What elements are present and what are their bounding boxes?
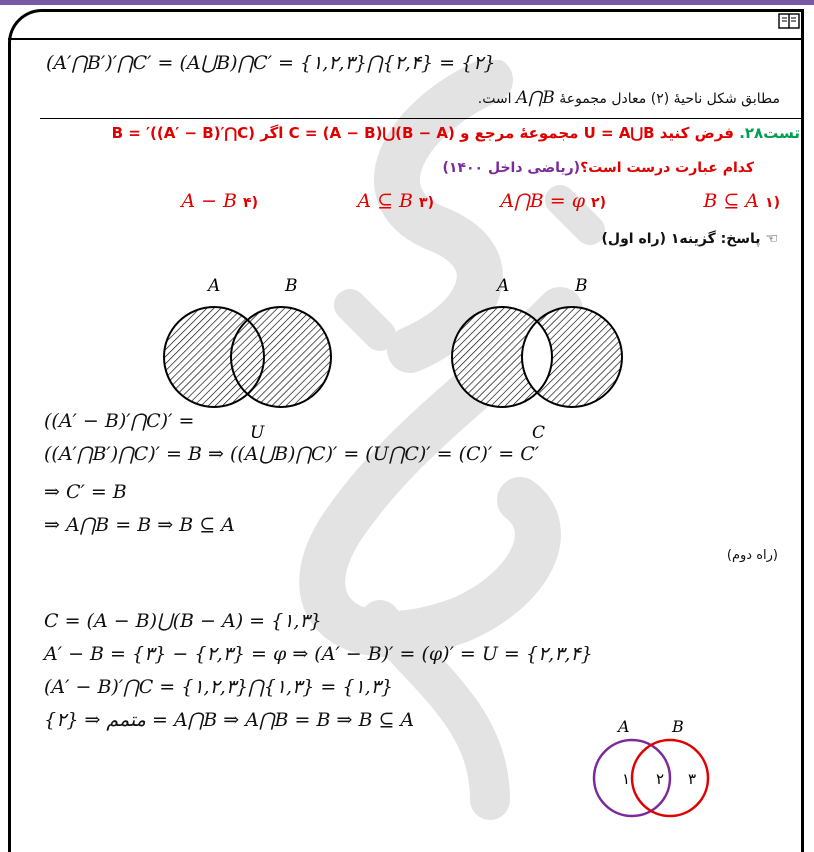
answer-method-1: (راه اول) bbox=[601, 231, 666, 247]
header-rule bbox=[8, 38, 804, 40]
derivation2-line-2: A′ − B = {۳} − {۲,۳} = φ ⇒ (A′ − B)′ = (φ)′ = U = {۲,۳,۴} bbox=[44, 643, 593, 665]
option-1-number: ۱) bbox=[765, 195, 780, 211]
venn-right-label-a: A bbox=[497, 276, 510, 296]
venn-left-caption: U bbox=[250, 423, 265, 443]
venn-left-label-a: A bbox=[208, 276, 221, 296]
region-note-prefix: مطابق شکل ناحیهٔ (۲) معادل مجموعهٔ bbox=[559, 91, 780, 107]
option-2-text: A⋂B = φ bbox=[500, 190, 585, 212]
venn-small-region-1: ۱ bbox=[622, 770, 631, 788]
venn-small-region-3: ۳ bbox=[688, 770, 697, 788]
answer-method-2: (راه دوم) bbox=[726, 548, 778, 563]
question-header bbox=[112, 124, 800, 142]
answer-header bbox=[602, 231, 778, 247]
derivation1-line-2: ((A′⋂B′)⋂C)′ = B ⇒ ((A⋃B)⋂C)′ = (U⋂C)′ = (C)′ = C′ bbox=[44, 443, 540, 465]
venn-small-region-2: ۲ bbox=[656, 770, 665, 788]
region-note bbox=[478, 88, 780, 108]
option-4[interactable] bbox=[181, 190, 258, 212]
previous-equation: (A′⋂B′)′⋂C′ = (A⋃B)⋂C′ = {۱,۲,۳}⋂{۲,۴} = {۲} bbox=[46, 52, 496, 74]
derivation1-line-4: ⇒ A⋂B = B ⇒ B ⊆ A bbox=[44, 514, 235, 536]
pointing-hand-icon: ☜ bbox=[765, 231, 778, 247]
question-ask: کدام عبارت درست است؟ bbox=[580, 160, 754, 176]
venn-small bbox=[580, 712, 730, 829]
derivation2-line-1: C = (A − B)⋃(B − A) = {۱,۳} bbox=[44, 610, 322, 632]
option-3-text: A ⊆ B bbox=[357, 190, 413, 212]
option-2[interactable] bbox=[500, 190, 606, 212]
option-2-number: ۲) bbox=[591, 195, 606, 211]
option-1[interactable] bbox=[703, 190, 780, 212]
option-1-text: B ⊆ A bbox=[703, 190, 759, 212]
answer-label: پاسخ: گزینه۱ bbox=[670, 231, 761, 247]
derivation1-line-1: ((A′ − B)′⋂C)′ = bbox=[44, 410, 195, 432]
question-statement: فرض کنید U = A⋃B مجموعهٔ مرجع و C = (A − B)⋃(B − A) اگر B = ′((A′ − B)′⋂C) bbox=[111, 124, 734, 142]
option-4-number: ۴) bbox=[243, 195, 258, 211]
option-3[interactable] bbox=[357, 190, 434, 212]
question-number: تست۲۸. bbox=[739, 124, 800, 142]
option-3-number: ۳) bbox=[419, 195, 434, 211]
question-source: (ریاضی داخل ۱۴۰۰) bbox=[442, 160, 581, 176]
derivation2-line-3: (A′ − B)′⋂C = {۱,۲,۳}⋂{۱,۳} = {۱,۳} bbox=[44, 676, 393, 698]
top-accent-bar bbox=[0, 0, 814, 5]
venn-right bbox=[452, 276, 622, 443]
venn-left-label-b: B bbox=[285, 276, 298, 296]
question-ask-line bbox=[443, 160, 755, 176]
derivation1-line-3: ⇒ C′ = B bbox=[44, 481, 127, 503]
option-4-text: A − B bbox=[181, 190, 237, 212]
derivation2-line-4: متمم ⇒ {۲} = A⋂B ⇒ A⋂B = B ⇒ B ⊆ A bbox=[44, 709, 415, 731]
venn-right-caption: C bbox=[532, 423, 546, 443]
book-icon[interactable] bbox=[778, 13, 800, 29]
venn-small-label-a: A bbox=[618, 717, 630, 736]
region-note-math: A⋂B bbox=[516, 88, 555, 108]
venn-right-label-b: B bbox=[575, 276, 588, 296]
region-note-suffix: است. bbox=[477, 91, 512, 107]
venn-small-label-b: B bbox=[672, 717, 684, 736]
question-divider bbox=[40, 118, 802, 119]
